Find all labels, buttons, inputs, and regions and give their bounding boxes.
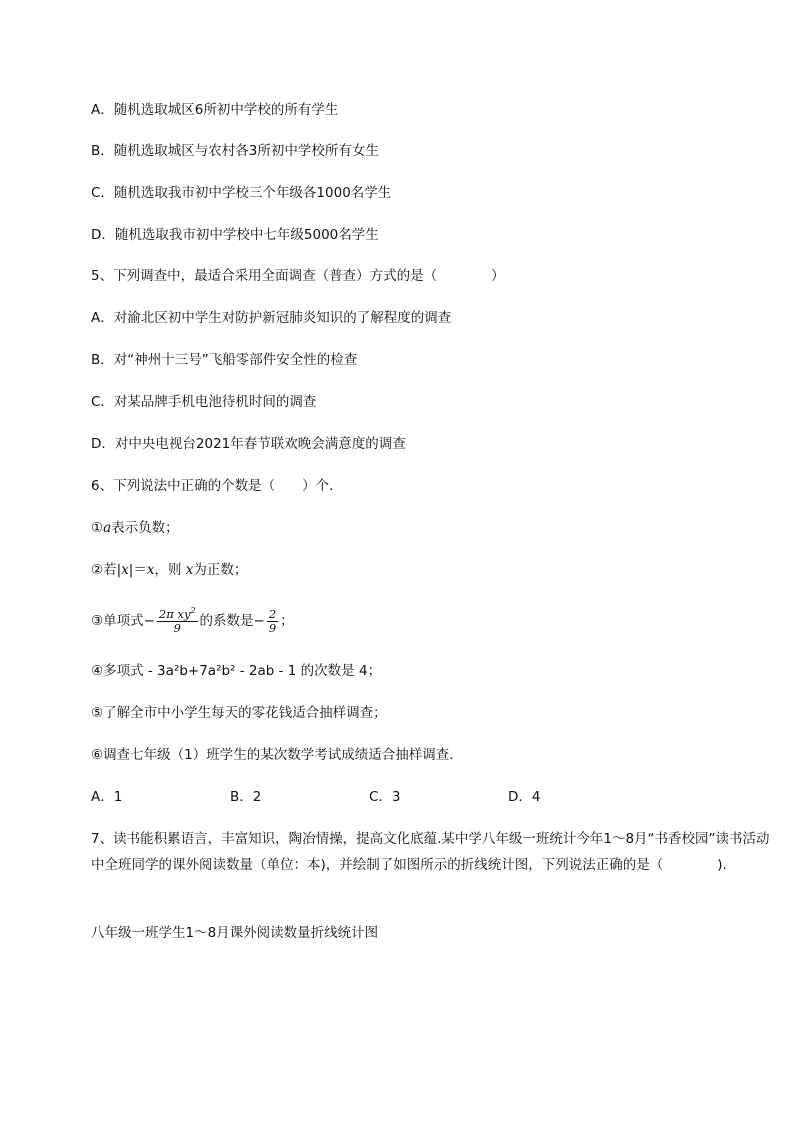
q6-statement-1 xyxy=(91,518,179,538)
q4-option-a: A．随机选取城区6所初中学校的所有学生 xyxy=(91,102,339,118)
q6-option-d: D．4 xyxy=(508,789,541,805)
s3-b: 的系数是− xyxy=(199,613,265,629)
s3-a: ③单项式− xyxy=(91,613,155,629)
s3-num: 2π xy xyxy=(158,606,191,621)
s3-den2: 9 xyxy=(268,620,277,635)
q6-option-c: C．3 xyxy=(369,789,401,805)
chart-title: 八年级一班学生1～8月课外阅读数量折线统计图 xyxy=(91,925,379,941)
s2-c: ，则 xyxy=(154,562,186,578)
q5-option-d: D．对中央电视台2021年春节联欢晚会满意度的调查 xyxy=(91,436,406,452)
q6-statement-4: ④多项式 - 3a²b+7a²b² - 2ab - 1 的次数是 4； xyxy=(91,663,382,679)
q6-option-b: B．2 xyxy=(230,789,262,805)
s2-x3: x xyxy=(185,562,194,578)
s3-den: 9 xyxy=(173,620,181,635)
q5-option-a: A．对渝北区初中学生对防护新冠肺炎知识的了解程度的调查 xyxy=(91,310,452,326)
q6-statement-3 xyxy=(91,606,294,636)
s3-fraction-2 xyxy=(267,608,278,635)
s3-c: ； xyxy=(280,613,294,629)
s2-x1: x xyxy=(121,562,129,578)
s1-b: 表示负数； xyxy=(111,520,179,536)
s1-var: a xyxy=(103,520,112,536)
q6-statement-5: ⑤了解全市中小学生每天的零花钱适合抽样调查； xyxy=(91,705,387,721)
q4-option-c: C．随机选取我市初中学校三个年级各1000名学生 xyxy=(91,185,392,201)
q6-options xyxy=(91,787,540,807)
q6-statement-6: ⑥调查七年级（1）班学生的某次数学考试成绩适合抽样调查． xyxy=(91,747,463,763)
q4-option-b: B．随机选取城区与农村各3所初中学校所有女生 xyxy=(91,143,379,159)
q6-option-a: A．1 xyxy=(91,789,123,805)
s3-fraction xyxy=(157,605,198,635)
s1-a: ① xyxy=(91,520,104,536)
s2-d: 为正数； xyxy=(193,562,248,578)
q6-stem: 6、下列说法中正确的个数是（ ）个． xyxy=(91,478,343,494)
q5-option-b: B．对“神州十三号”飞船零部件安全性的检查 xyxy=(91,352,358,368)
s3-num-exp: 2 xyxy=(190,605,196,615)
q5-option-c: C．对某品牌手机电池待机时间的调查 xyxy=(91,394,317,410)
q6-statement-2 xyxy=(91,560,247,580)
s2-b: |＝ xyxy=(128,562,147,578)
s2-x2: x xyxy=(146,562,155,578)
q5-stem: 5、下列调查中，最适合采用全面调查（普查）方式的是（ ） xyxy=(91,268,505,284)
q7-stem: 7、读书能积累语言，丰富知识，陶冶情操，提高文化底蕴.某中学八年级一班统计今年1～8月“书香校园”读书活动中全班同学的课外阅读数量（单位：本)，并绘制了如图所示的折线统计图，下列说法正确的是（ ). xyxy=(91,831,770,873)
s2-a: ②若| xyxy=(91,562,122,578)
q4-option-d: D．随机选取我市初中学校中七年级5000名学生 xyxy=(91,227,379,243)
s3-num2: 2 xyxy=(268,606,277,621)
